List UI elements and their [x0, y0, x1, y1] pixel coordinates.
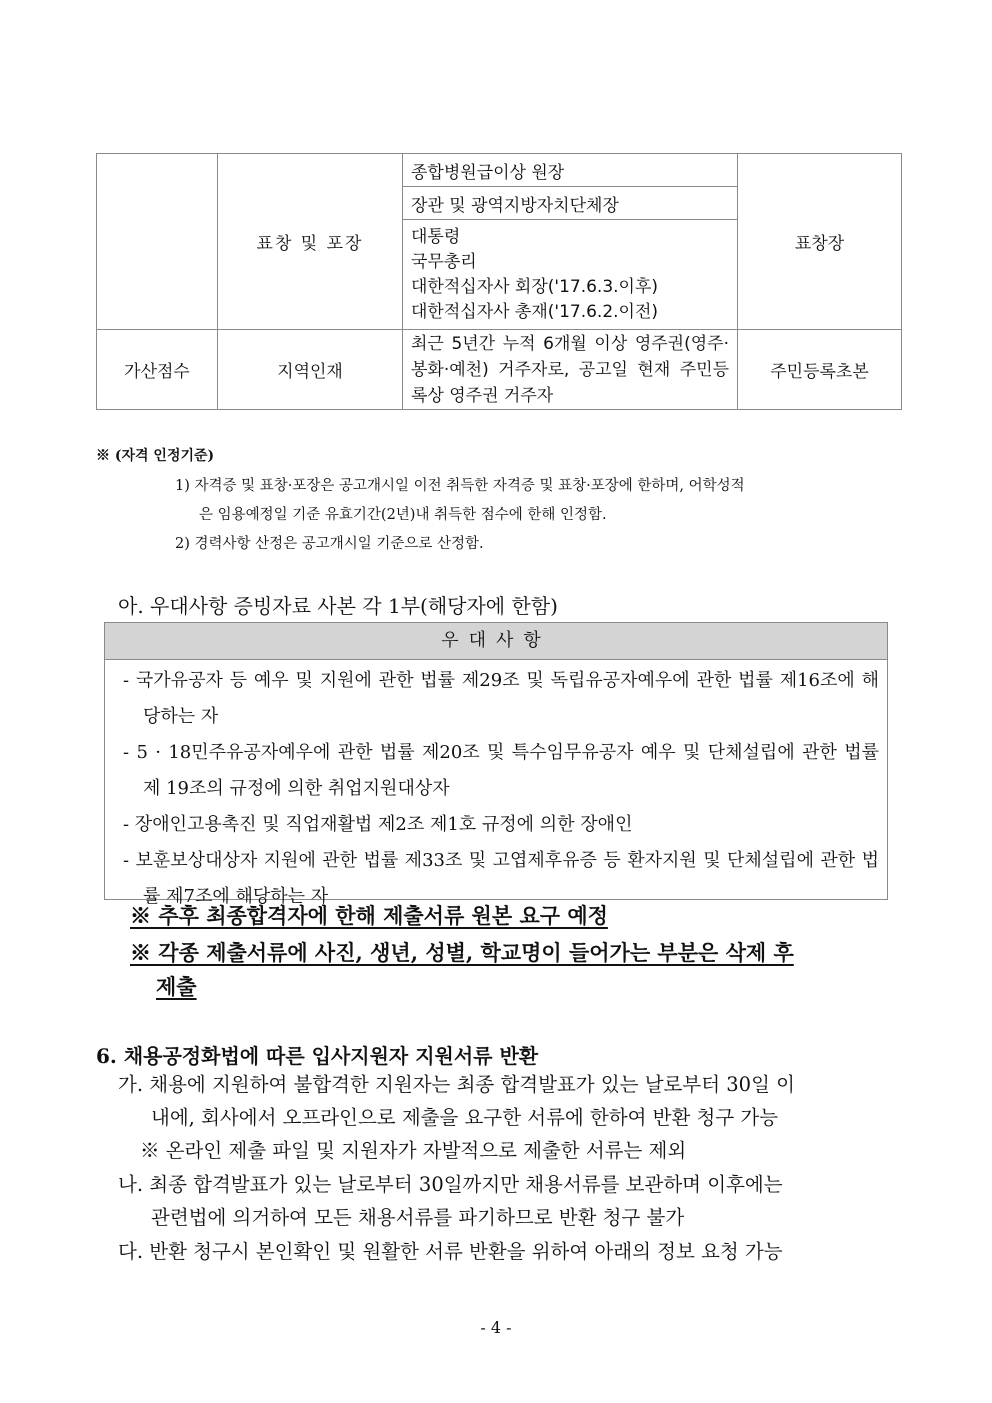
qualification-table [96, 153, 902, 410]
redaction-note [130, 936, 898, 1004]
bonus-doc-cell: 주민등록초본 [738, 330, 902, 410]
award-group-line: 대한적십자사 총재('17.6.2.이전) [411, 301, 659, 322]
criteria-heading: ※ (자격 인정기준) [96, 448, 215, 464]
award-group-line: 국무총리 [411, 251, 477, 272]
redaction-note-line1: ※ 각종 제출서류에 사진, 생년, 성별, 학교명이 들어가는 부분은 삭제 후 [130, 940, 794, 965]
preference-item: - 보훈보상대상자 지원에 관한 법률 제33조 및 고엽제후유증 등 환자지원 및 단체설립에 관한 법률 제7조에 해당하는 자 [123, 850, 879, 907]
award-item-cell: 장관 및 광역지방자치단체장 [403, 187, 738, 220]
award-doc-cell: 표창장 [738, 154, 902, 330]
item-ga-line2: 내에, 회사에서 오프라인으로 제출을 요구한 서류에 한하여 반환 청구 가능 [151, 1106, 779, 1129]
table-cell-empty [97, 154, 218, 330]
preference-item: - 장애인고용촉진 및 직업재활법 제2조 제1호 규정에 의한 장애인 [123, 814, 633, 835]
preferences-box [104, 622, 888, 907]
section-a-heading: 아. 우대사항 증빙자료 사본 각 1부(해당자에 한함) [118, 594, 558, 618]
section-6-item-na [118, 1168, 890, 1234]
preference-item: - 국가유공자 등 예우 및 지원에 관한 법률 제29조 및 독립유공자예우에 관한 법률 제16조에 해당하는 자 [123, 670, 879, 727]
original-docs-note: ※ 추후 최종합격자에 한해 제출서류 원본 요구 예정 [130, 903, 608, 928]
bonus-label-cell: 가산점수 [97, 330, 218, 410]
criteria-item-1-line1: 1) 자격증 및 표창·포장은 공고개시일 이전 취득한 자격증 및 표창·포장에 한하며, 어학성적 [175, 478, 745, 494]
award-group-line: 대통령 [411, 226, 461, 247]
bonus-category-cell: 지역인재 [218, 330, 403, 410]
item-da-line1: 다. 반환 청구시 본인확인 및 원활한 서류 반환을 위하여 아래의 정보 요청 가능 [118, 1240, 783, 1263]
item-ga-note: ※ 온라인 제출 파일 및 지원자가 자발적으로 제출한 서류는 제외 [140, 1139, 687, 1162]
page-number: - 4 - [480, 1318, 512, 1337]
criteria-item-1 [175, 472, 897, 530]
bonus-criteria-cell: 최근 5년간 누적 6개월 이상 영주권(영주·봉화·예천) 거주자로, 공고일 현재 주민등록상 영주권 거주자 [403, 330, 738, 410]
award-item-cell: 종합병원급이상 원장 [403, 154, 738, 187]
criteria-item-2: 2) 경력사항 산정은 공고개시일 기준으로 산정함. [175, 536, 484, 552]
award-category-cell: 표창 및 포장 [218, 154, 403, 330]
item-ga-line1: 가. 채용에 지원하여 불합격한 지원자는 최종 합격발표가 있는 날로부터 30일 이 [118, 1073, 795, 1096]
preferences-header: 우대사항 [105, 623, 887, 660]
award-group-cell [403, 220, 738, 330]
section-6-item-ga [118, 1068, 890, 1167]
preference-item: - 5 · 18민주유공자예우에 관한 법률 제20조 및 특수임무유공자 예우 및 단체설립에 관한 법률 제 19조의 규정에 의한 취업지원대상자 [123, 742, 879, 799]
section-6-heading: 6. 채용공정화법에 따른 입사지원자 지원서류 반환 [96, 1044, 539, 1068]
item-na-line1: 나. 최종 합격발표가 있는 날로부터 30일까지만 채용서류를 보관하며 이후에는 [118, 1173, 783, 1196]
redaction-note-line2: 제출 [156, 974, 197, 999]
criteria-item-1-line2: 은 임용예정일 기준 유효기간(2년)내 취득한 점수에 한해 인정함. [199, 507, 607, 523]
item-na-line2: 관련법에 의거하여 모든 채용서류를 파기하므로 반환 청구 불가 [151, 1206, 685, 1229]
section-6-item-da [118, 1235, 890, 1268]
award-group-line: 대한적십자사 회장('17.6.3.이후) [411, 276, 659, 297]
